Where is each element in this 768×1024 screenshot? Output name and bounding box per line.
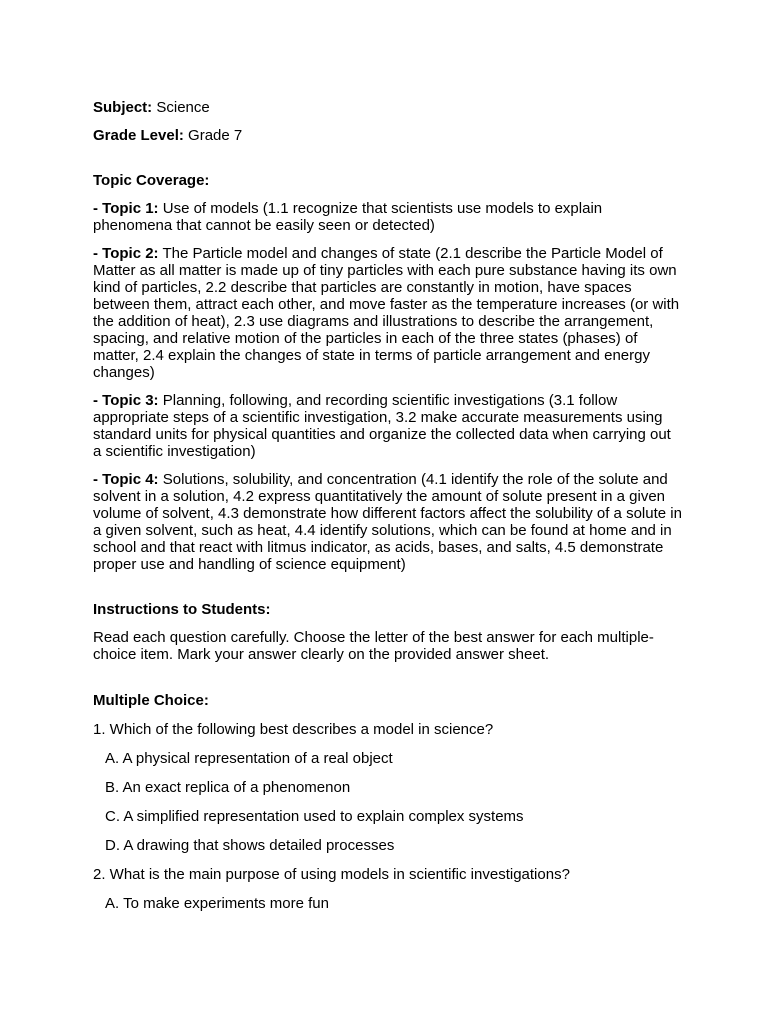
instructions-text: Read each question carefully. Choose the letter of the best answer for each multiple-choice item. Mark your answer clearly on the provided answer sheet. — [93, 629, 654, 663]
question-2: 2. What is the main purpose of using models in scientific investigations? — [93, 866, 570, 883]
topic-3 — [93, 392, 683, 460]
multiple-choice-heading: Multiple Choice: — [93, 692, 209, 709]
question-1-option-c: C. A simplified representation used to explain complex systems — [105, 808, 524, 825]
grade-line — [93, 127, 683, 144]
grade-label: Grade Level: — [93, 127, 184, 144]
topic-label: - Topic 2: — [93, 245, 159, 262]
grade-value: Grade 7 — [188, 127, 243, 144]
topic-1 — [93, 200, 683, 234]
topic-text: Planning, following, and recording scientific investigations (3.1 follow appropriate steps of a scientific investigation, 3.2 make accurate measurements using standard units for physical quantities and organize the collected data when carrying out a scientific investigation) — [93, 392, 671, 460]
topic-label: - Topic 1: — [93, 200, 159, 217]
topic-4 — [93, 471, 683, 573]
subject-label: Subject: — [93, 99, 153, 116]
question-1-option-a: A. A physical representation of a real object — [105, 750, 393, 767]
question-1-option-d: D. A drawing that shows detailed processes — [105, 837, 395, 854]
subject-value: Science — [156, 99, 210, 116]
topic-text: Solutions, solubility, and concentration (4.1 identify the role of the solute and solvent in a solution, 4.2 express quantitatively the amount of solute present in a given volume of solvent, 4.3 demonstrate how different factors affect the solubility of a solute in a given solvent, such as heat, 4.4 identify solutions, which can be found at home and in school and that react with litmus indicator, as acids, bases, and salts, 4.5 demonstrate proper use and handling of science equipment) — [93, 471, 682, 573]
question-1-option-b: B. An exact replica of a phenomenon — [105, 779, 351, 796]
topic-text: The Particle model and changes of state (2.1 describe the Particle Model of Matter as all matter is made up of tiny particles with each pure substance having its own kind of particles, 2.2 describe that particles are constantly in motion, have spaces between them, attract each other, and move faster as the temperature increases (or with the addition of heat), 2.3 use diagrams and illustrations to describe the arrangement, spacing, and relative motion of the particles in each of the three states (phases) of matter, 2.4 explain the changes of state in terms of particle arrangement and energy changes) — [93, 245, 680, 381]
topic-coverage-heading: Topic Coverage: — [93, 172, 210, 189]
topic-text: Use of models (1.1 recognize that scientists use models to explain phenomena that cannot be easily seen or detected) — [93, 200, 603, 234]
document-page — [93, 99, 683, 924]
question-1: 1. Which of the following best describes a model in science? — [93, 721, 494, 738]
subject-line — [93, 99, 683, 116]
topic-label: - Topic 3: — [93, 392, 159, 409]
topic-label: - Topic 4: — [93, 471, 159, 488]
topic-2 — [93, 245, 683, 381]
instructions-heading: Instructions to Students: — [93, 601, 271, 618]
question-2-option-a: A. To make experiments more fun — [105, 895, 329, 912]
